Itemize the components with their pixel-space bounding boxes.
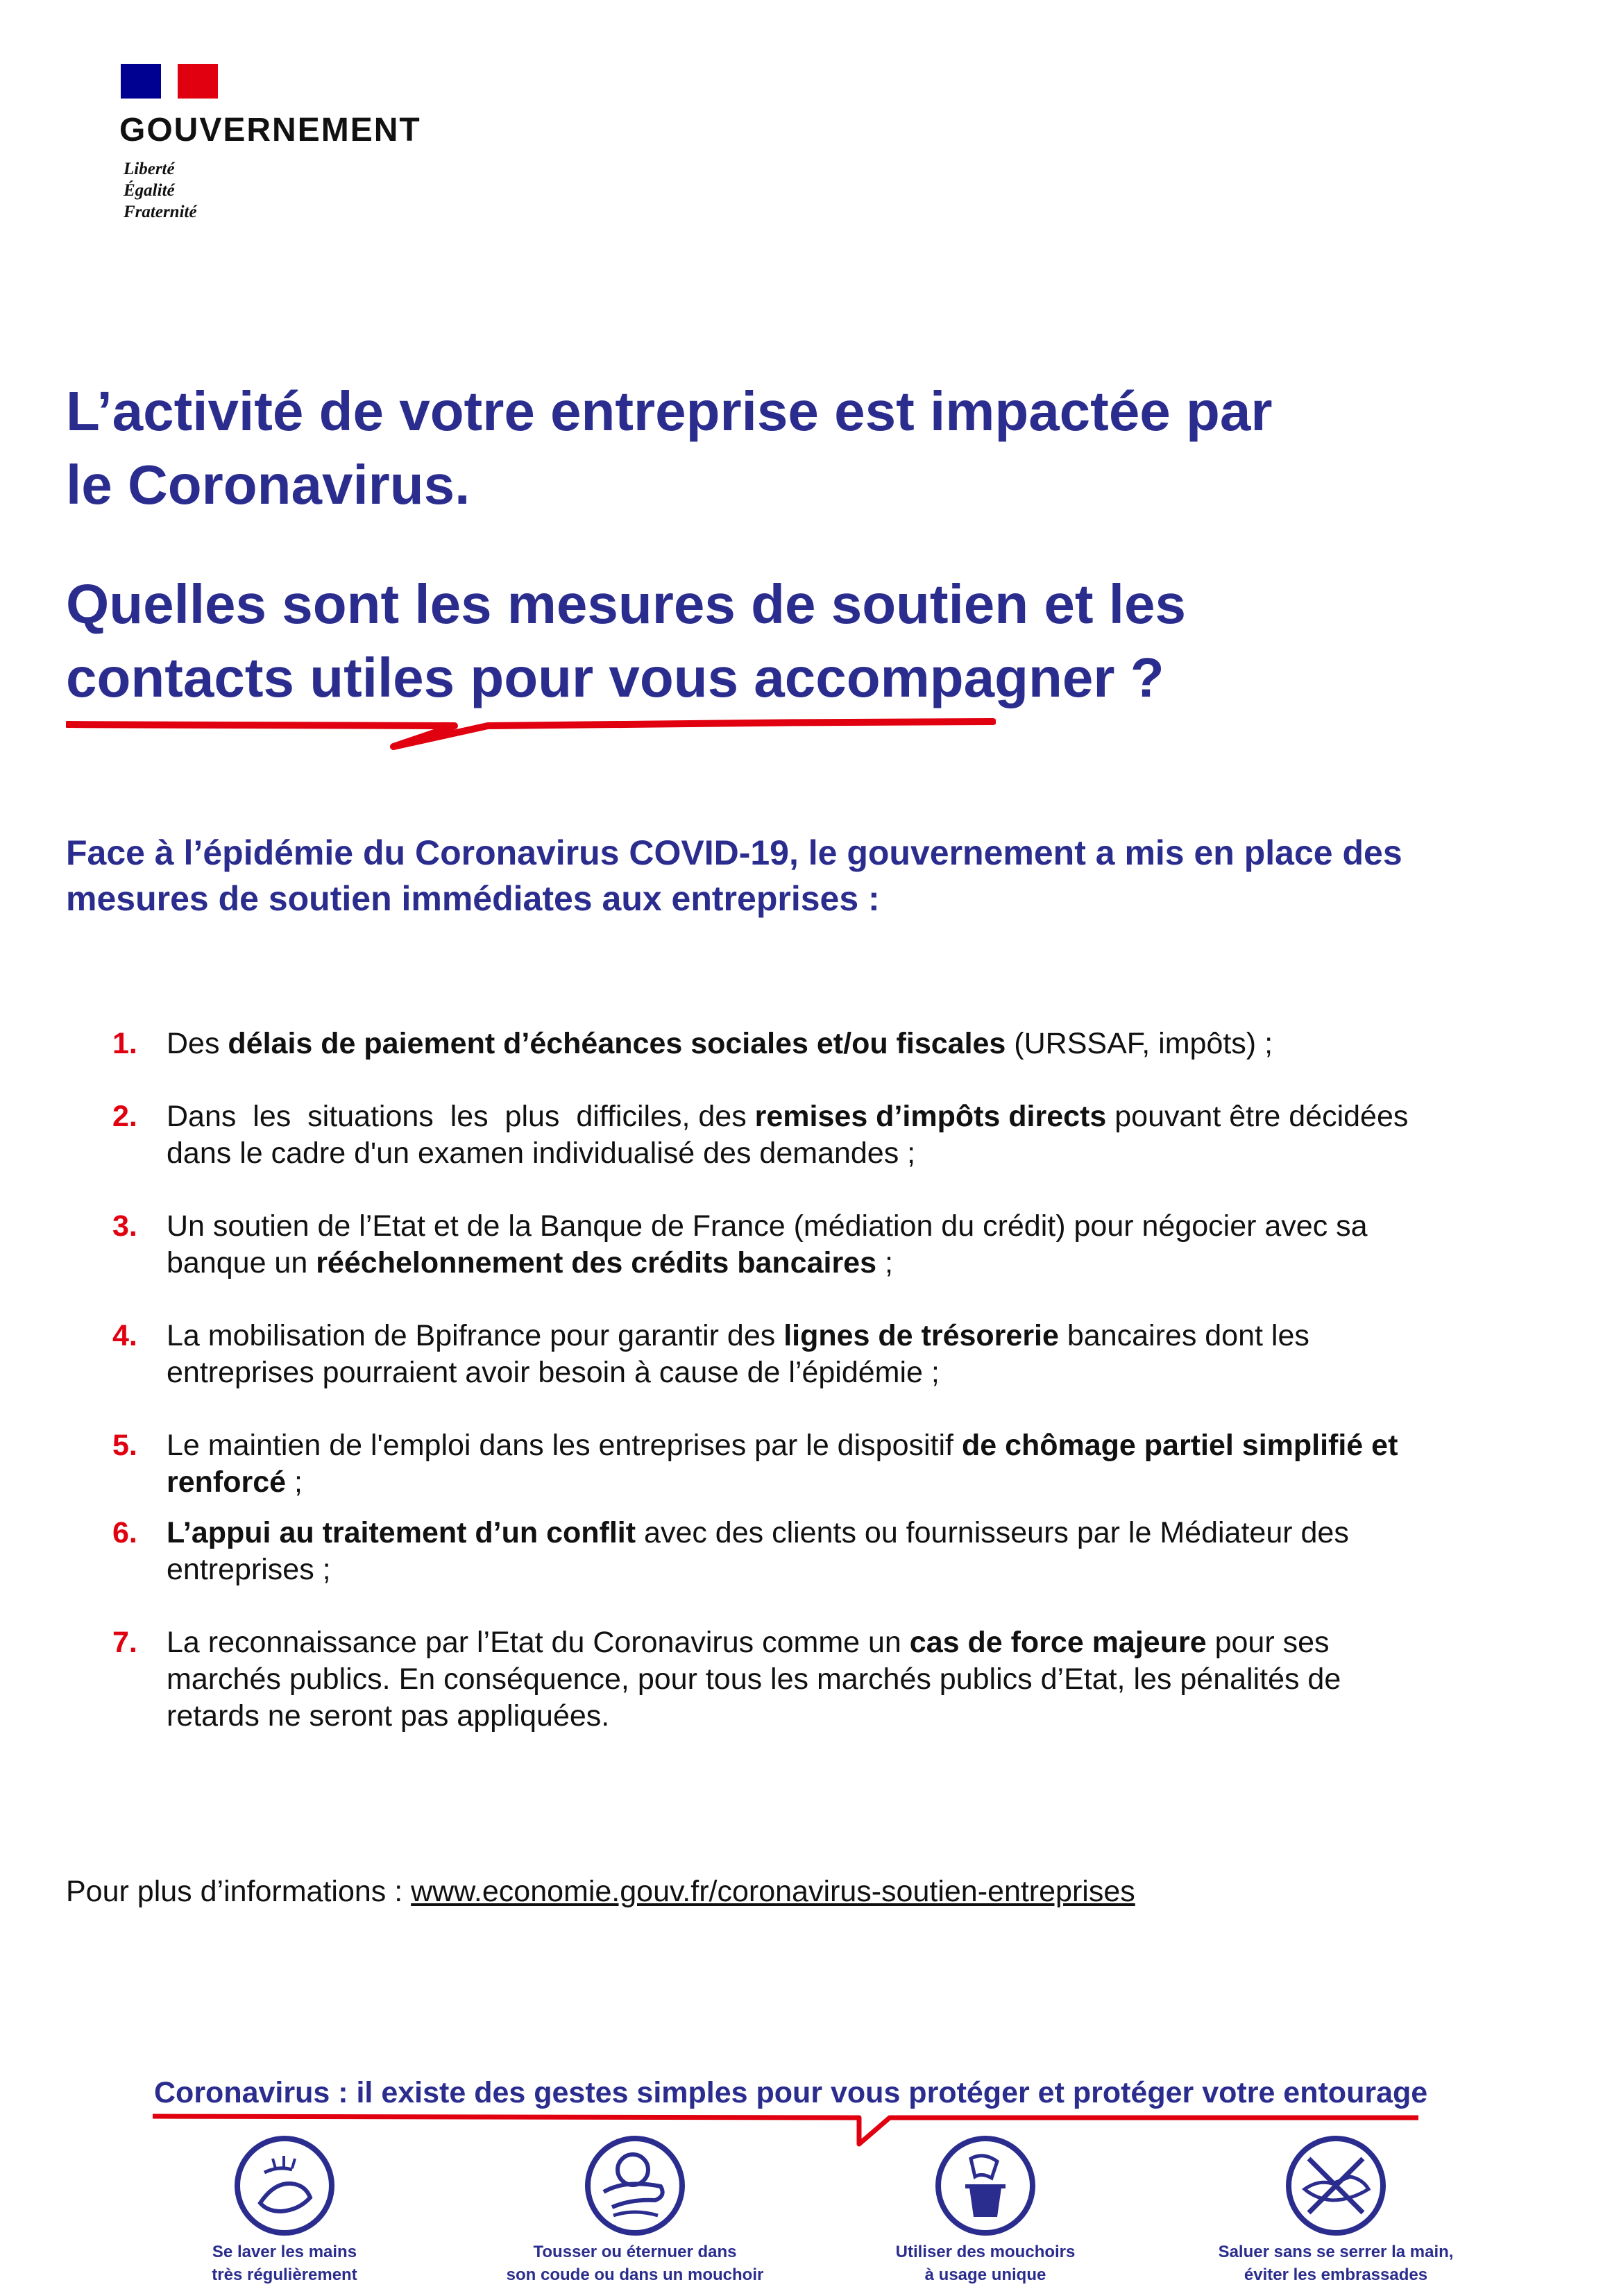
- measure-item: [0, 1427, 1485, 1501]
- logo-wordmark: GOUVERNEMENT: [119, 112, 421, 148]
- barrier-gestures: [111, 2134, 1499, 2296]
- measure-text: ;: [876, 1246, 893, 1279]
- measure-item: [0, 1624, 1485, 1735]
- motto-line: Égalité: [124, 181, 175, 200]
- measure-key-phrase: L’appui au traitement d’un conflit: [167, 1516, 636, 1549]
- measure-text: ;: [286, 1465, 303, 1499]
- question-line: Quelles sont les mesures de soutien et les: [66, 573, 1186, 635]
- question-line: contacts utiles pour vous accompagner ?: [66, 647, 1164, 708]
- page-title: [66, 375, 1523, 522]
- measure-number: 1.: [112, 1027, 137, 1060]
- measure-line: [167, 1026, 1485, 1062]
- support-measures-list: [0, 1026, 1603, 1735]
- measure-key-phrase: délais de paiement d’échéances sociales et/ou fiscales: [228, 1027, 1006, 1060]
- speech-bubble-underline: [66, 715, 996, 756]
- measure-number: 3.: [112, 1209, 137, 1243]
- measure-key-phrase: rééchelonnement des crédits bancaires: [316, 1246, 877, 1279]
- intro-text: [66, 830, 1551, 921]
- measure-key-phrase: renforcé: [167, 1465, 287, 1499]
- measure-text: Un soutien de l’Etat et de la Banque de France (médiation du crédit) pour négocier avec sa: [167, 1209, 1368, 1243]
- measure-line: [167, 1624, 1485, 1661]
- measure-number: 6.: [112, 1516, 137, 1549]
- gesture-item: [461, 2134, 808, 2286]
- measure-text: pouvant être décidées: [1106, 1100, 1409, 1133]
- measure-line: [167, 1427, 1485, 1464]
- measure-text: retards ne seront pas appliquées.: [167, 1699, 610, 1733]
- measure-key-phrase: de chômage partiel simplifié et: [961, 1429, 1398, 1462]
- more-info: [66, 1873, 1135, 1910]
- gesture-item: [111, 2134, 458, 2286]
- measure-text: La reconnaissance par l’Etat du Coronavirus comme un: [167, 1626, 910, 1659]
- gesture-item: [1162, 2134, 1509, 2286]
- measure-text: entreprises pourraient avoir besoin à cause de l’épidémie ;: [167, 1356, 940, 1389]
- measure-line: [167, 1515, 1485, 1551]
- measure-text: Des: [167, 1027, 228, 1060]
- measure-item: [0, 1515, 1485, 1588]
- measure-line: [167, 1464, 1485, 1501]
- no-handshake-icon: [1284, 2134, 1388, 2238]
- measure-line: [167, 1661, 1485, 1698]
- measure-key-phrase: cas de force majeure: [909, 1626, 1207, 1659]
- more-info-link[interactable]: www.economie.gouv.fr/coronavirus-soutien-entreprises: [411, 1875, 1135, 1908]
- measure-text: avec des clients ou fournisseurs par le Médiateur des: [636, 1516, 1349, 1549]
- gesture-caption: son coude ou dans un mouchoir: [506, 2265, 764, 2284]
- measure-text: pour ses: [1206, 1626, 1330, 1659]
- measure-line: [167, 1551, 1485, 1588]
- measure-text: La mobilisation de Bpifrance pour garantir des: [167, 1319, 784, 1352]
- measure-text: dans le cadre d'un examen individualisé des demandes ;: [167, 1137, 916, 1170]
- measure-line: [167, 1245, 1485, 1282]
- motto-line: Fraternité: [124, 203, 197, 221]
- banner-title: Coronavirus : il existe des gestes simples pour vous protéger et protéger votre entourage: [154, 2076, 1428, 2109]
- gesture-caption: Se laver les mains: [212, 2243, 357, 2261]
- gesture-caption: Utiliser des mouchoirs: [895, 2243, 1076, 2261]
- more-info-label: Pour plus d’informations :: [66, 1875, 412, 1908]
- gesture-caption: Saluer sans se serrer la main,: [1218, 2243, 1454, 2261]
- measure-text: entreprises ;: [167, 1553, 331, 1586]
- gesture-caption: Tousser ou éternuer dans: [533, 2243, 737, 2261]
- measure-item: [0, 1318, 1485, 1391]
- title-line: le Coronavirus.: [66, 454, 470, 516]
- measure-line: [167, 1208, 1485, 1245]
- measure-key-phrase: remises d’impôts directs: [754, 1100, 1107, 1133]
- motto-line: Liberté: [124, 160, 175, 178]
- gesture-caption: éviter les embrassades: [1244, 2265, 1428, 2284]
- intro-line: Face à l’épidémie du Coronavirus COVID-19, le gouvernement a mis en place des: [66, 833, 1402, 872]
- logo-motto: [124, 158, 197, 223]
- measure-line: [167, 1698, 1485, 1735]
- measure-line: [167, 1135, 1485, 1172]
- french-flag-icon: [121, 64, 218, 99]
- title-line: L’activité de votre entreprise est impactée par: [66, 380, 1273, 442]
- measure-number: 7.: [112, 1626, 137, 1659]
- government-logo: [119, 64, 452, 230]
- measure-line: [167, 1318, 1485, 1354]
- intro-line: mesures de soutien immédiates aux entreprises :: [66, 879, 880, 918]
- gesture-caption: à usage unique: [924, 2265, 1046, 2284]
- cough-elbow-icon: [583, 2134, 687, 2238]
- measure-text: bancaires dont les: [1058, 1319, 1309, 1352]
- measure-key-phrase: lignes de trésorerie: [783, 1319, 1059, 1352]
- hand-washing-icon: [232, 2134, 337, 2238]
- measure-text: Le maintien de l'emploi dans les entreprises par le dispositif: [167, 1429, 962, 1462]
- tissue-bin-icon: [933, 2134, 1037, 2238]
- measure-text: marchés publics. En conséquence, pour tous les marchés publics d’Etat, les pénalités de: [167, 1663, 1341, 1696]
- measure-item: [0, 1208, 1485, 1282]
- measure-text: Dans les situations les plus difficiles, des: [167, 1100, 755, 1133]
- measure-text: banque un: [167, 1246, 316, 1279]
- measure-line: [167, 1098, 1485, 1135]
- measure-text: (URSSAF, impôts) ;: [1006, 1027, 1273, 1060]
- page-question: [66, 568, 1523, 715]
- measure-line: [167, 1354, 1485, 1391]
- measure-number: 5.: [112, 1429, 137, 1462]
- gesture-item: [812, 2134, 1159, 2286]
- measure-item: [0, 1026, 1485, 1062]
- measure-number: 2.: [112, 1100, 137, 1133]
- gesture-caption: très régulièrement: [212, 2265, 357, 2284]
- measure-item: [0, 1098, 1485, 1172]
- measure-number: 4.: [112, 1319, 137, 1352]
